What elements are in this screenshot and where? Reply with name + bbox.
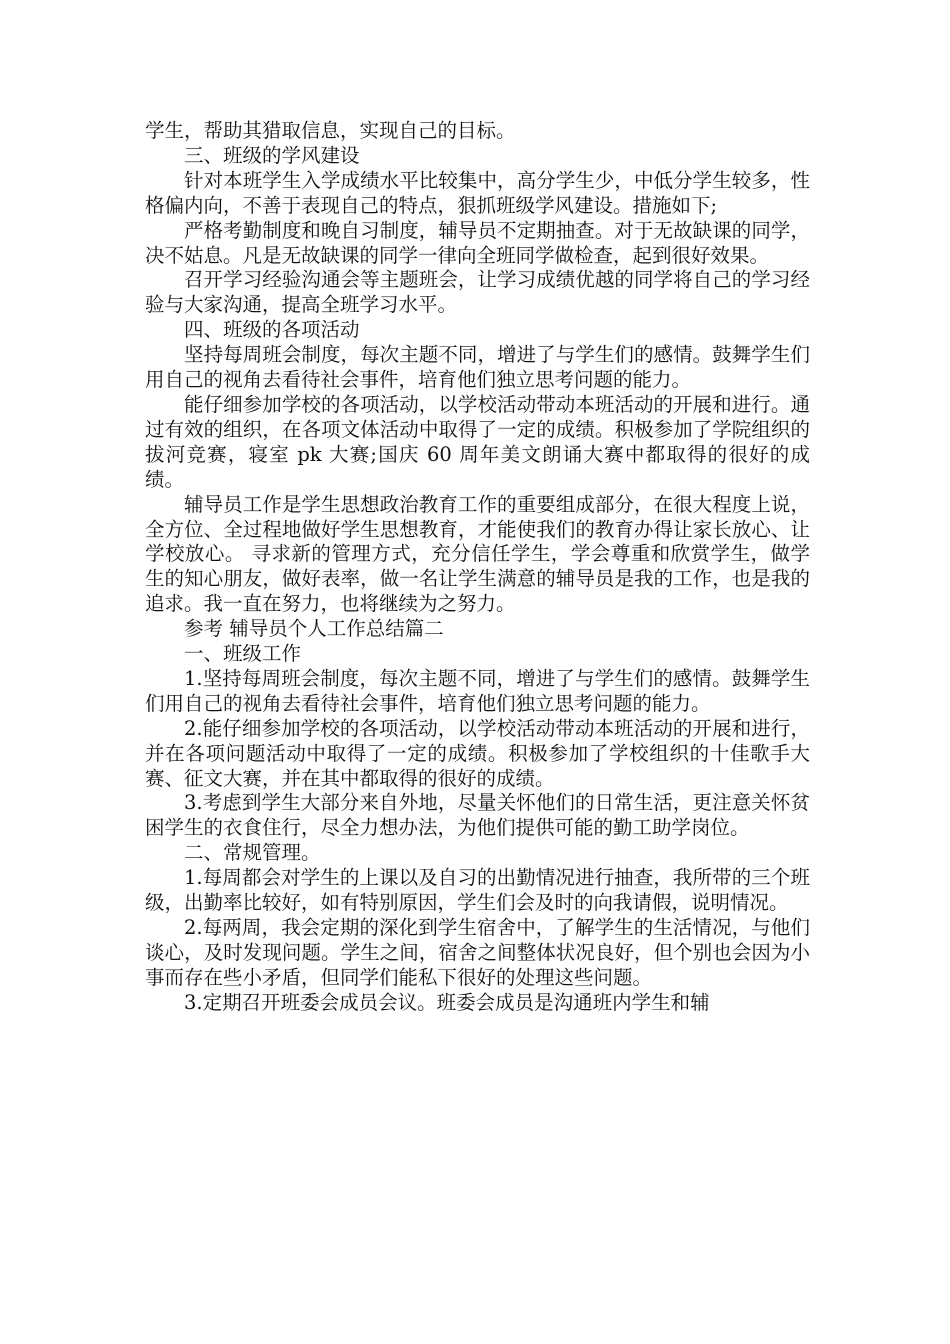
list-item: 3.定期召开班委会成员会议。班委会成员是沟通班内学生和辅 [184,990,710,1014]
paragraph: 能仔细参加学校的各项活动，以学校活动带动本班活动的开展和进行。通过有效的组织，在各项文体活动中取得了一定的成绩。积极参加了学院组织的拔河竞赛，寝室 pk 大赛;国庆 60 周年美文朗诵大赛中都取得的很好的成绩。 [145,392,810,491]
section-heading: 一、班级工作 [184,642,302,666]
list-item: 1.每周都会对学生的上课以及自习的出勤情况进行抽查，我所带的三个班级，出勤率比较好，如有特别原因，学生们会及时的向我请假，说明情况。 [145,866,810,915]
section-heading: 二、常规管理。 [184,841,321,865]
list-item: 1.坚持每周班会制度，每次主题不同，增进了与学生们的感情。鼓舞学生们用自己的视角去看待社会事件，培育他们独立思考问题的能力。 [145,666,810,715]
paragraph: 辅导员工作是学生思想政治教育工作的重要组成部分，在很大程度上说，全方位、全过程地做好学生思想教育，才能使我们的教育办得让家长放心、让学校放心。 寻求新的管理方式，充分信任学生，学会尊重和欣赏学生，做学生的知心朋友，做好表率，做一名让学生满意的辅导员是我的工作，也是我的追求。我一直在努力，也将继续为之努力。 [145,492,810,616]
section-heading: 四、班级的各项活动 [184,318,360,342]
paragraph: 针对本班学生入学成绩水平比较集中，高分学生少，中低分学生较多，性格偏内向，不善于表现自己的特点，狠抓班级学风建设。措施如下; [145,168,810,217]
section-heading: 三、班级的学风建设 [184,143,360,167]
article-heading: 参考 辅导员个人工作总结篇二 [184,617,444,641]
list-item: 2.每两周，我会定期的深化到学生宿舍中，了解学生的生活情况，与他们谈心，及时发现问题。学生之间，宿舍之间整体状况良好，但个别也会因为小事而存在些小矛盾，但同学们能私下很好的处理这些问题。 [145,916,810,989]
paragraph: 严格考勤制度和晚自习制度，辅导员不定期抽查。对于无故缺课的同学，决不姑息。凡是无故缺课的同学一律向全班同学做检查，起到很好效果。 [145,218,810,267]
list-item: 2.能仔细参加学校的各项活动，以学校活动带动本班活动的开展和进行，并在各项问题活动中取得了一定的成绩。积极参加了学校组织的十佳歌手大赛、征文大赛，并在其中都取得的很好的成绩。 [145,716,810,790]
paragraph: 召开学习经验沟通会等主题班会，让学习成绩优越的同学将自己的学习经验与大家沟通，提高全班学习水平。 [145,268,810,317]
paragraph: 坚持每周班会制度，每次主题不同，增进了与学生们的感情。鼓舞学生们用自己的视角去看待社会事件，培育他们独立思考问题的能力。 [145,343,810,392]
document-page [145,119,810,1016]
list-item: 3.考虑到学生大部分来自外地，尽量关怀他们的日常生活，更注意关怀贫困学生的衣食住行，尽全力想办法，为他们提供可能的勤工助学岗位。 [145,791,810,840]
paragraph: 学生，帮助其猎取信息，实现自己的目标。 [145,119,516,142]
